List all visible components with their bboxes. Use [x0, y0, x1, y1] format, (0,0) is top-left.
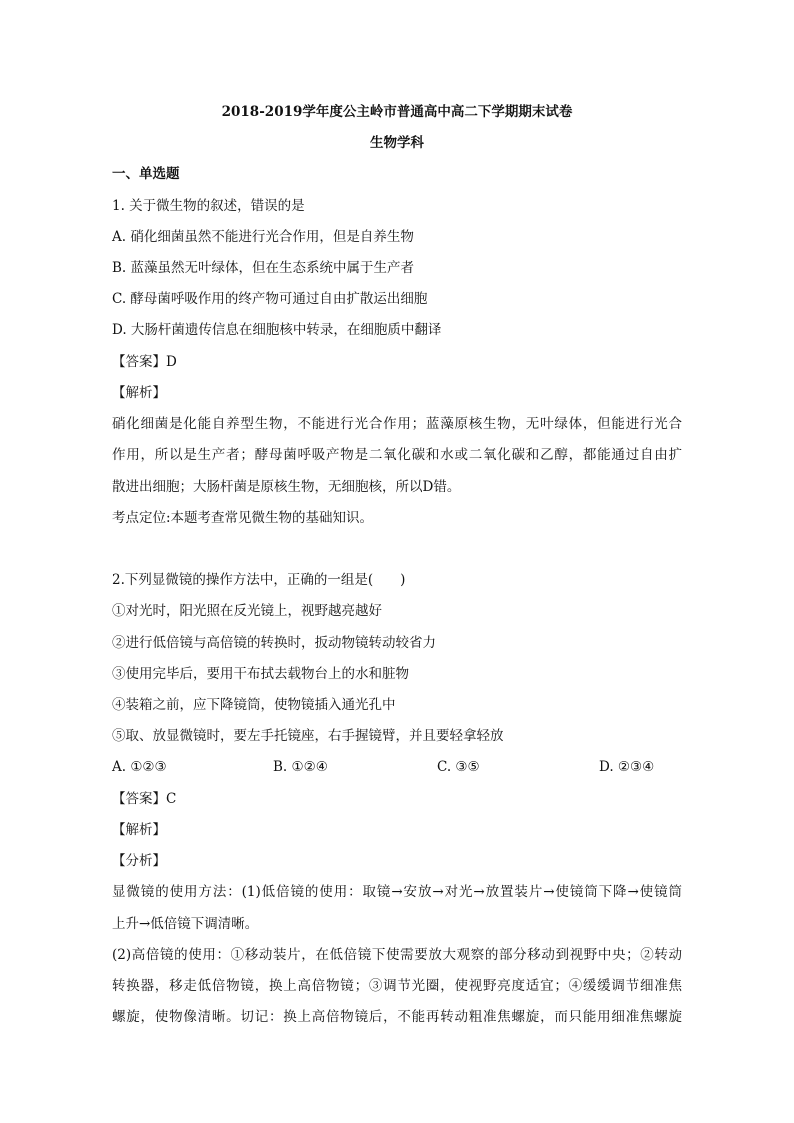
q2-analysis-line-2: 上升→低倍镜下调清晰。: [112, 916, 259, 932]
q2-choice-a: A. ①②③: [112, 759, 167, 775]
q1-analysis-line-1: 硝化细菌是化能自养型生物，不能进行光合作用；蓝藻原核生物，无叶绿体，但能进行光合: [112, 416, 682, 432]
q2-choice-b: B. ①②④: [273, 759, 328, 775]
q2-analysis-line-5: 螺旋，使物像清晰。切记：换上高倍物镜后，不能再转动粗准焦螺旋，而只能用细准焦螺旋: [112, 1009, 682, 1025]
q1-analysis-line-2: 作用，所以是生产者；酵母菌呼吸产物是二氧化碳和水或二氧化碳和乙醇，都能通过自由扩: [112, 447, 682, 463]
q2-fenxi-label: 【分析】: [112, 853, 166, 869]
q2-choice-c: C. ③⑤: [437, 759, 480, 775]
q2-item-2: ②进行低倍镜与高倍镜的转换时，扳动物镜转动较省力: [112, 635, 436, 651]
q1-analysis-line-3: 散进出细胞；大肠杆菌是原核生物，无细胞核，所以D错。: [112, 479, 461, 495]
q1-option-d: D. 大肠杆菌遗传信息在细胞核中转录，在细胞质中翻译: [112, 322, 442, 338]
q2-item-3: ③使用完毕后，要用干布拭去载物台上的水和脏物: [112, 666, 409, 682]
q2-item-1: ①对光时，阳光照在反光镜上，视野越亮越好: [112, 603, 382, 619]
section-heading: 一、单选题: [112, 166, 180, 182]
q1-stem: 1. 关于微生物的叙述，错误的是: [112, 198, 305, 214]
q2-analysis-label: 【解析】: [112, 822, 166, 838]
q1-note: 考点定位:本题考查常见微生物的基础知识。: [112, 510, 374, 526]
exam-subject: 生物学科: [370, 135, 424, 151]
q1-option-c: C. 酵母菌呼吸作用的终产物可通过自由扩散运出细胞: [112, 291, 428, 307]
q2-choice-d: D. ②③④: [599, 759, 655, 775]
q2-stem: 2.下列显微镜的操作方法中，正确的一组是( ): [112, 572, 406, 588]
q2-analysis-line-3: (2)高倍镜的使用：①移动装片，在低倍镜下使需要放大观察的部分移动到视野中央；②转动: [112, 947, 682, 963]
q1-option-b: B. 蓝藻虽然无叶绿体，但在生态系统中属于生产者: [112, 260, 415, 276]
q1-analysis-label: 【解析】: [112, 385, 166, 401]
q2-item-4: ④装箱之前，应下降镜筒，使物镜插入通光孔中: [112, 697, 396, 713]
q2-answer: 【答案】C: [112, 791, 177, 807]
q2-analysis-line-1: 显微镜的使用方法：(1)低倍镜的使用：取镜→安放→对光→放置装片→使镜筒下降→使镜筒: [112, 884, 682, 900]
exam-title: 2018-2019学年度公主岭市普通高中高二下学期期末试卷: [221, 104, 573, 120]
q2-analysis-line-4: 转换器，移走低倍物镜，换上高倍物镜；③调节光圈，使视野亮度适宜；④缓缓调节细准焦: [112, 978, 682, 994]
q1-option-a: A. 硝化细菌虽然不能进行光合作用，但是自养生物: [112, 229, 414, 245]
q1-answer: 【答案】D: [112, 354, 177, 370]
q2-item-5: ⑤取、放显微镜时，要左手托镜座，右手握镜臂，并且要轻拿轻放: [112, 728, 504, 744]
